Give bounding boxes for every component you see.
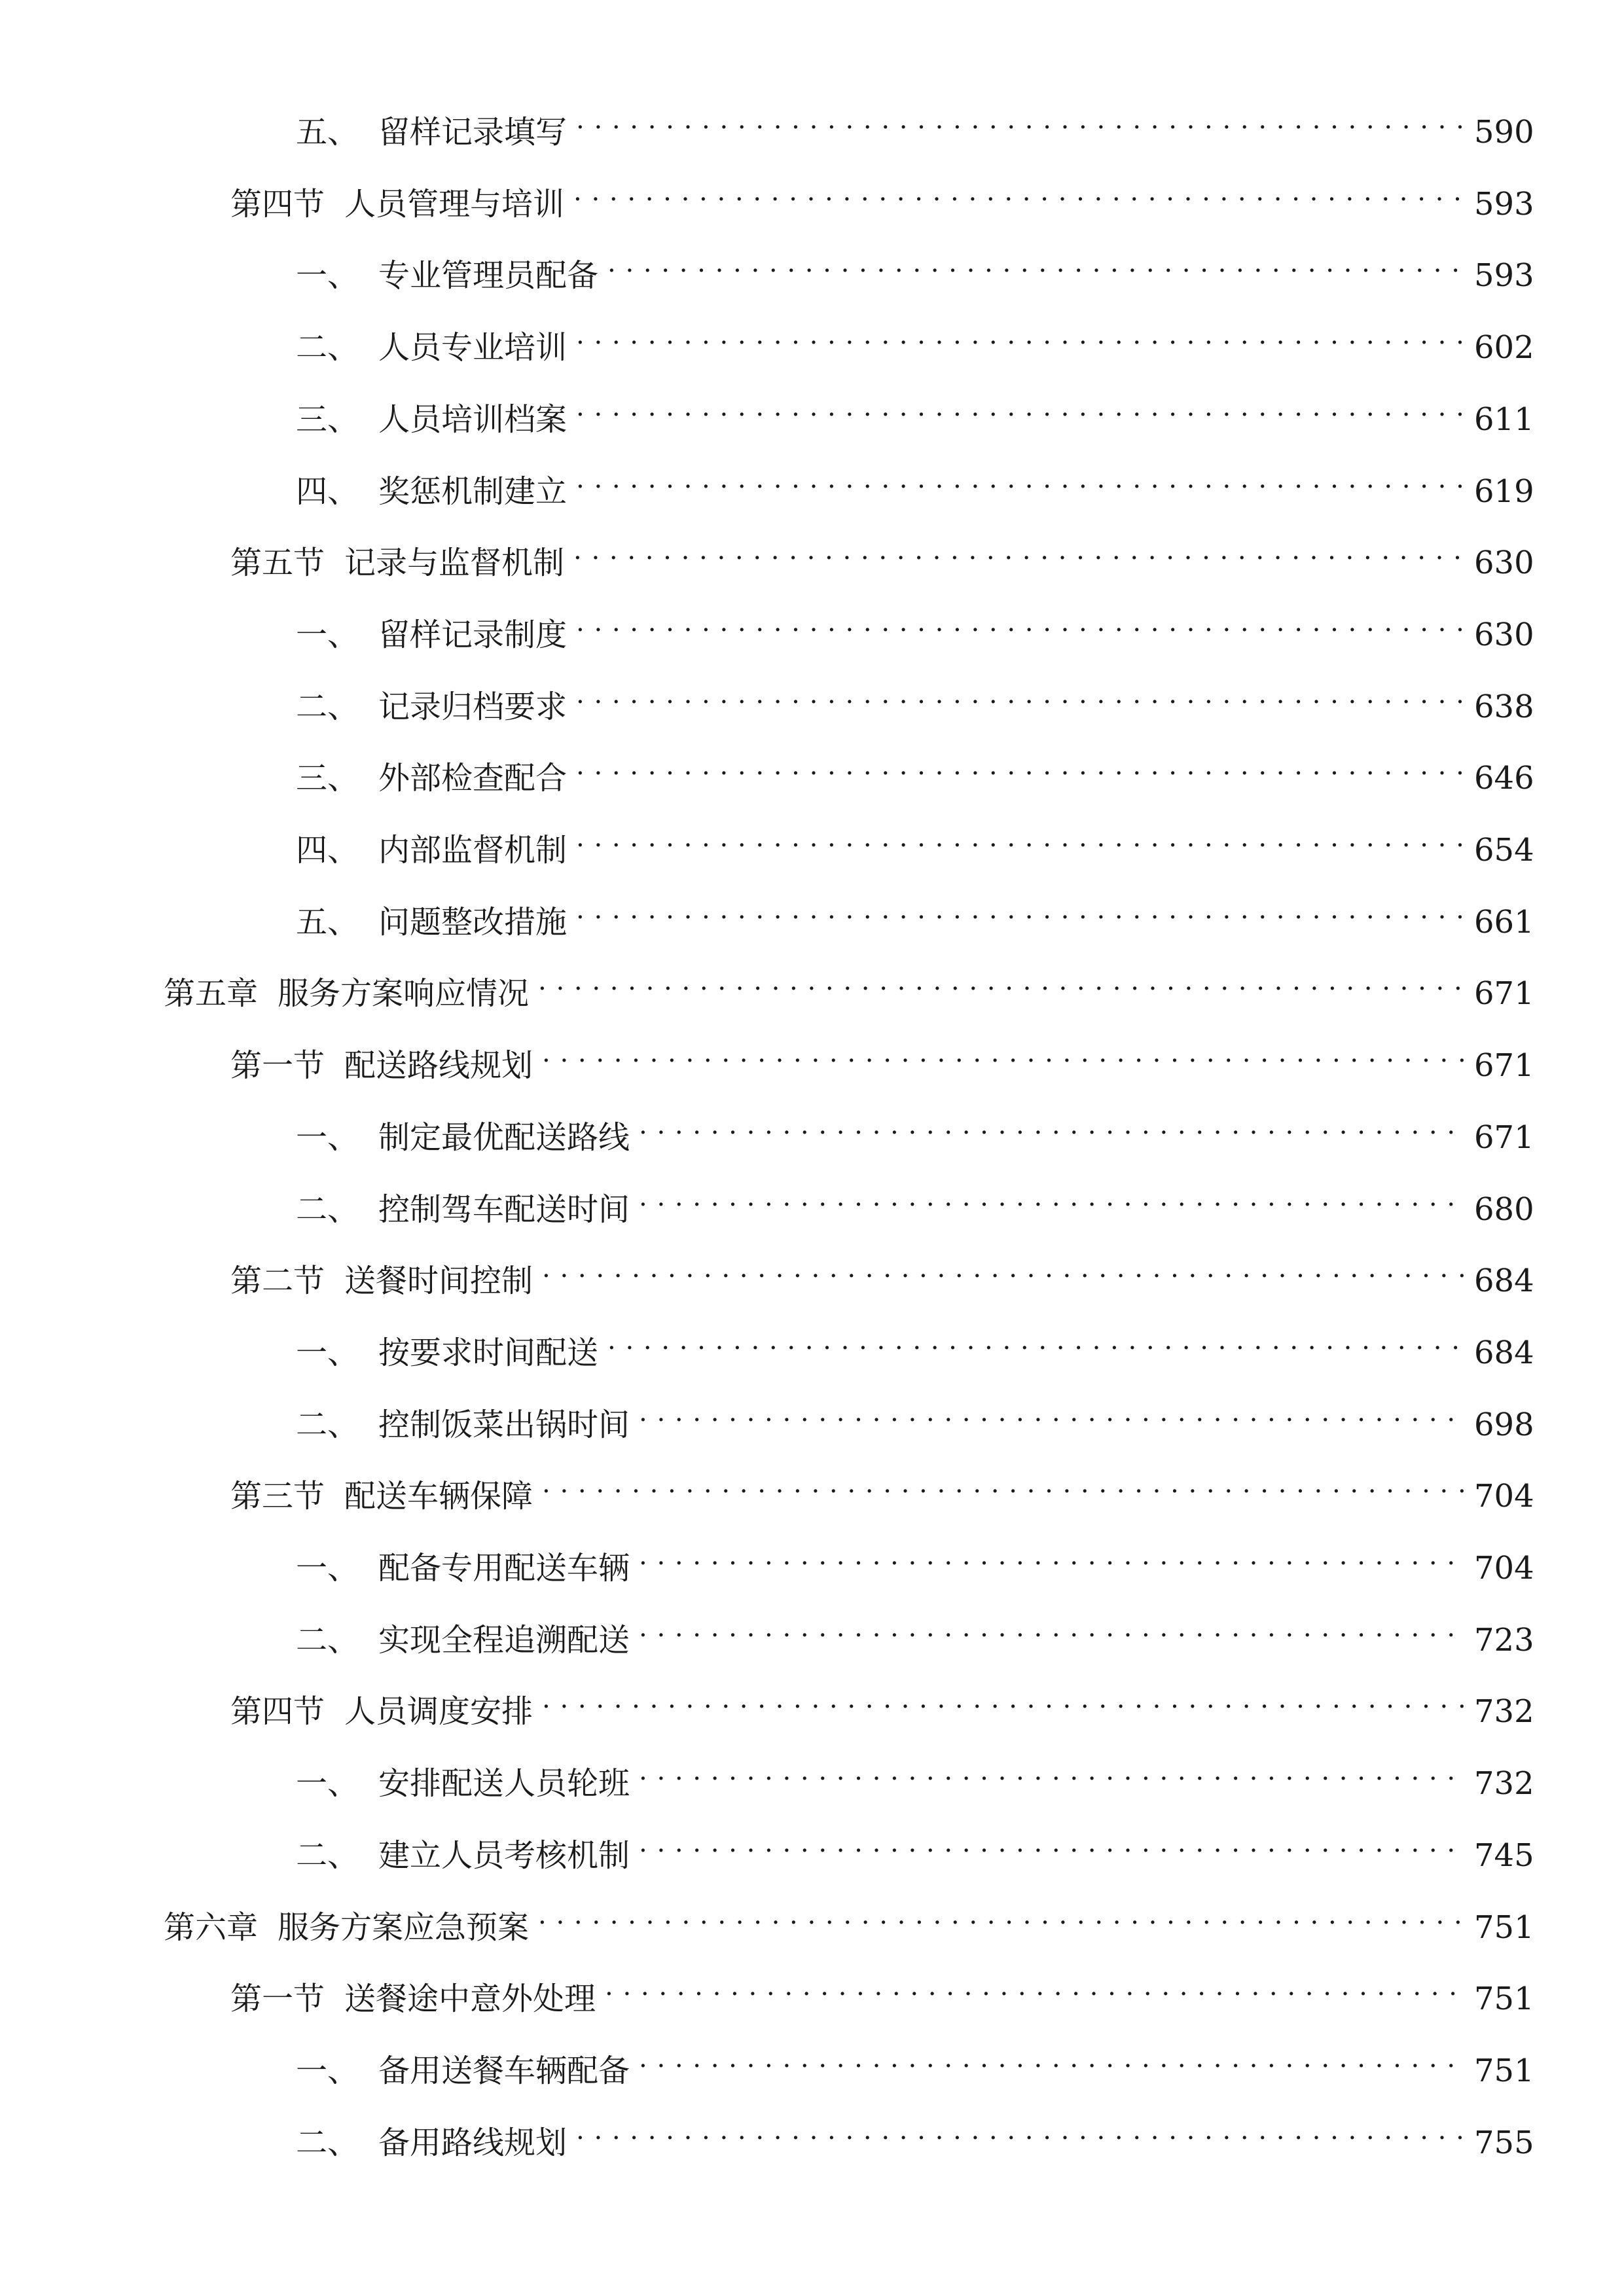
toc-entry-page-number: 732	[1474, 1693, 1534, 1731]
toc-entry-number: 第四节	[230, 1693, 325, 1731]
toc-entry-title: 人员专业培训	[378, 329, 568, 367]
toc-entry-number: 第六章	[164, 1909, 259, 1946]
toc-entry-page-number: 671	[1474, 1047, 1534, 1085]
toc-entry-page-number: 704	[1474, 1478, 1534, 1515]
toc-entry[interactable]	[296, 1748, 1534, 1803]
toc-dot-leader	[576, 312, 1465, 358]
toc-entry-page-number: 751	[1474, 1909, 1534, 1946]
toc-entry-title: 按要求时间配送	[378, 1334, 599, 1371]
toc-entry-number: 一、	[296, 2052, 359, 2089]
toc-entry[interactable]	[230, 1676, 1534, 1731]
toc-entry-number: 二、	[296, 688, 359, 725]
toc-entry-title: 留样记录填写	[378, 114, 568, 151]
toc-entry-page-number: 732	[1474, 1765, 1534, 1803]
toc-entry[interactable]	[296, 672, 1534, 725]
toc-entry-page-number: 698	[1474, 1406, 1534, 1443]
toc-entry-title: 制定最优配送路线	[378, 1119, 630, 1156]
toc-entry-page-number: 611	[1474, 401, 1534, 438]
toc-entry[interactable]	[296, 384, 1534, 438]
toc-entry-page-number: 745	[1474, 1837, 1534, 1874]
toc-dot-leader	[607, 240, 1465, 286]
toc-entry-page-number: 755	[1474, 2124, 1534, 2161]
toc-entry-title: 建立人员考核机制	[378, 1837, 630, 1874]
toc-entry[interactable]	[296, 887, 1534, 941]
toc-entry-title: 实现全程追溯配送	[378, 1621, 630, 1659]
toc-entry-number: 二、	[296, 2124, 359, 2161]
toc-entry[interactable]	[230, 1246, 1534, 1300]
toc-dot-leader	[542, 1246, 1465, 1291]
toc-entry-page-number: 661	[1474, 903, 1534, 941]
toc-entry-page-number: 684	[1474, 1334, 1534, 1371]
toc-entry-page-number: 630	[1474, 616, 1534, 653]
toc-entry-page-number: 593	[1474, 257, 1534, 295]
toc-dot-leader	[538, 1892, 1465, 1938]
toc-entry-title: 备用路线规划	[378, 2124, 568, 2161]
toc-entry-title: 留样记录制度	[378, 616, 568, 653]
toc-entry-page-number: 751	[1474, 1981, 1534, 2018]
toc-dot-leader	[573, 169, 1465, 215]
toc-entry-number: 第五章	[164, 975, 259, 1013]
toc-entry[interactable]	[296, 1820, 1534, 1874]
toc-entry-number: 一、	[296, 1765, 359, 1803]
toc-entry-number: 四、	[296, 473, 359, 510]
toc-entry-number: 二、	[296, 1621, 359, 1659]
toc-dot-leader	[538, 958, 1465, 1004]
toc-entry[interactable]	[230, 1964, 1534, 2018]
toc-entry-title: 专业管理员配备	[378, 257, 599, 295]
toc-entry-title: 记录与监督机制	[344, 545, 565, 582]
toc-entry-page-number: 593	[1474, 185, 1534, 223]
toc-entry-title: 服务方案应急预案	[278, 1909, 530, 1946]
toc-entry-title: 送餐途中意外处理	[344, 1981, 596, 2018]
toc-dot-leader	[639, 1605, 1465, 1651]
toc-entry-title: 人员调度安排	[344, 1693, 533, 1731]
toc-dot-leader	[639, 1533, 1465, 1579]
toc-entry-title: 控制饭菜出锅时间	[378, 1406, 630, 1443]
toc-dot-leader	[576, 743, 1465, 789]
toc-dot-leader	[573, 528, 1465, 573]
toc-dot-leader	[607, 1318, 1465, 1363]
toc-entry[interactable]	[296, 456, 1534, 510]
toc-entry-number: 第一节	[230, 1047, 325, 1085]
toc-entry-number: 二、	[296, 1406, 359, 1443]
toc-entry-number: 一、	[296, 1550, 359, 1587]
toc-entry[interactable]	[164, 1892, 1534, 1946]
toc-entry-title: 配送路线规划	[344, 1047, 533, 1085]
toc-dot-leader	[542, 1030, 1465, 1076]
toc-entry-title: 安排配送人员轮班	[378, 1765, 630, 1803]
toc-entry-number: 三、	[296, 401, 359, 438]
toc-entry-title: 人员培训档案	[378, 401, 568, 438]
toc-entry[interactable]	[230, 1030, 1534, 1085]
toc-entry[interactable]	[296, 1605, 1534, 1659]
toc-entry-number: 一、	[296, 1334, 359, 1371]
toc-entry[interactable]	[230, 1461, 1534, 1515]
toc-entry[interactable]	[296, 1318, 1534, 1371]
toc-dot-leader	[576, 97, 1465, 143]
toc-dot-leader	[639, 1390, 1465, 1435]
toc-entry-page-number: 654	[1474, 832, 1534, 869]
toc-dot-leader	[542, 1461, 1465, 1507]
toc-entry-number: 五、	[296, 114, 359, 151]
toc-entry-page-number: 680	[1474, 1191, 1534, 1228]
toc-entry[interactable]	[164, 958, 1534, 1013]
toc-entry-number: 第四节	[230, 185, 325, 223]
toc-entry-page-number: 590	[1474, 114, 1534, 151]
toc-dot-leader	[576, 2108, 1465, 2153]
toc-entry[interactable]	[296, 1102, 1534, 1156]
toc-entry-number: 第五节	[230, 545, 325, 582]
toc-entry-number: 三、	[296, 760, 359, 797]
toc-entry-number: 四、	[296, 832, 359, 869]
toc-entry-title: 记录归档要求	[378, 688, 568, 725]
toc-entry-page-number: 619	[1474, 473, 1534, 510]
toc-dot-leader	[639, 1174, 1465, 1220]
toc-entry-number: 一、	[296, 257, 359, 295]
toc-entry-title: 配送车辆保障	[344, 1478, 533, 1515]
toc-entry-page-number: 723	[1474, 1621, 1534, 1659]
toc-entry[interactable]	[296, 815, 1534, 869]
toc-entry-title: 送餐时间控制	[344, 1263, 533, 1300]
toc-entry[interactable]	[230, 528, 1534, 582]
toc-entry-number: 二、	[296, 1191, 359, 1228]
toc-entry-number: 一、	[296, 1119, 359, 1156]
toc-entry-page-number: 630	[1474, 545, 1534, 582]
toc-entry-title: 服务方案响应情况	[278, 975, 530, 1013]
toc-entry-title: 内部监督机制	[378, 832, 568, 869]
toc-entry-page-number: 602	[1474, 329, 1534, 367]
toc-entry-page-number: 638	[1474, 688, 1534, 725]
toc-entry-title: 外部检查配合	[378, 760, 568, 797]
toc-entry-page-number: 646	[1474, 760, 1534, 797]
toc-entry-title: 奖惩机制建立	[378, 473, 568, 510]
toc-entry-page-number: 671	[1474, 1119, 1534, 1156]
toc-entry[interactable]	[296, 1533, 1534, 1587]
toc-dot-leader	[576, 600, 1465, 645]
toc-entry[interactable]	[230, 169, 1534, 223]
toc-entry-number: 第三节	[230, 1478, 325, 1515]
toc-entry[interactable]	[296, 743, 1534, 797]
toc-entry-title: 问题整改措施	[378, 903, 568, 941]
toc-dot-leader	[605, 1964, 1465, 2009]
toc-entry[interactable]	[296, 600, 1534, 653]
toc-entry-title: 备用送餐车辆配备	[378, 2052, 630, 2089]
toc-entry[interactable]	[296, 1174, 1534, 1228]
toc-entry-page-number: 704	[1474, 1550, 1534, 1587]
toc-entry-number: 二、	[296, 1837, 359, 1874]
toc-dot-leader	[576, 815, 1465, 861]
toc-dot-leader	[639, 1748, 1465, 1794]
toc-entry-title: 人员管理与培训	[344, 185, 565, 223]
toc-entry-page-number: 671	[1474, 975, 1534, 1013]
toc-entry[interactable]	[296, 312, 1534, 367]
toc-dot-leader	[639, 2036, 1465, 2081]
toc-dot-leader	[542, 1676, 1465, 1722]
toc-dot-leader	[576, 887, 1465, 933]
toc-entry[interactable]	[296, 2108, 1534, 2161]
toc-entry[interactable]	[296, 2036, 1534, 2089]
toc-dot-leader	[639, 1820, 1465, 1866]
toc-entry-number: 第二节	[230, 1263, 325, 1300]
toc-entry[interactable]	[296, 240, 1534, 295]
toc-entry-number: 二、	[296, 329, 359, 367]
toc-dot-leader	[576, 672, 1465, 717]
toc-entry[interactable]	[296, 97, 1534, 151]
toc-entry-page-number: 751	[1474, 2052, 1534, 2089]
toc-entry-number: 第一节	[230, 1981, 325, 2018]
toc-entry[interactable]	[296, 1390, 1534, 1443]
toc-dot-leader	[576, 384, 1465, 430]
toc-dot-leader	[576, 456, 1465, 502]
toc-entry-number: 一、	[296, 616, 359, 653]
toc-entry-title: 配备专用配送车辆	[378, 1550, 630, 1587]
toc-dot-leader	[639, 1102, 1465, 1148]
toc-entry-number: 五、	[296, 903, 359, 941]
toc-entry-title: 控制驾车配送时间	[378, 1191, 630, 1228]
toc-entry-page-number: 684	[1474, 1263, 1534, 1300]
